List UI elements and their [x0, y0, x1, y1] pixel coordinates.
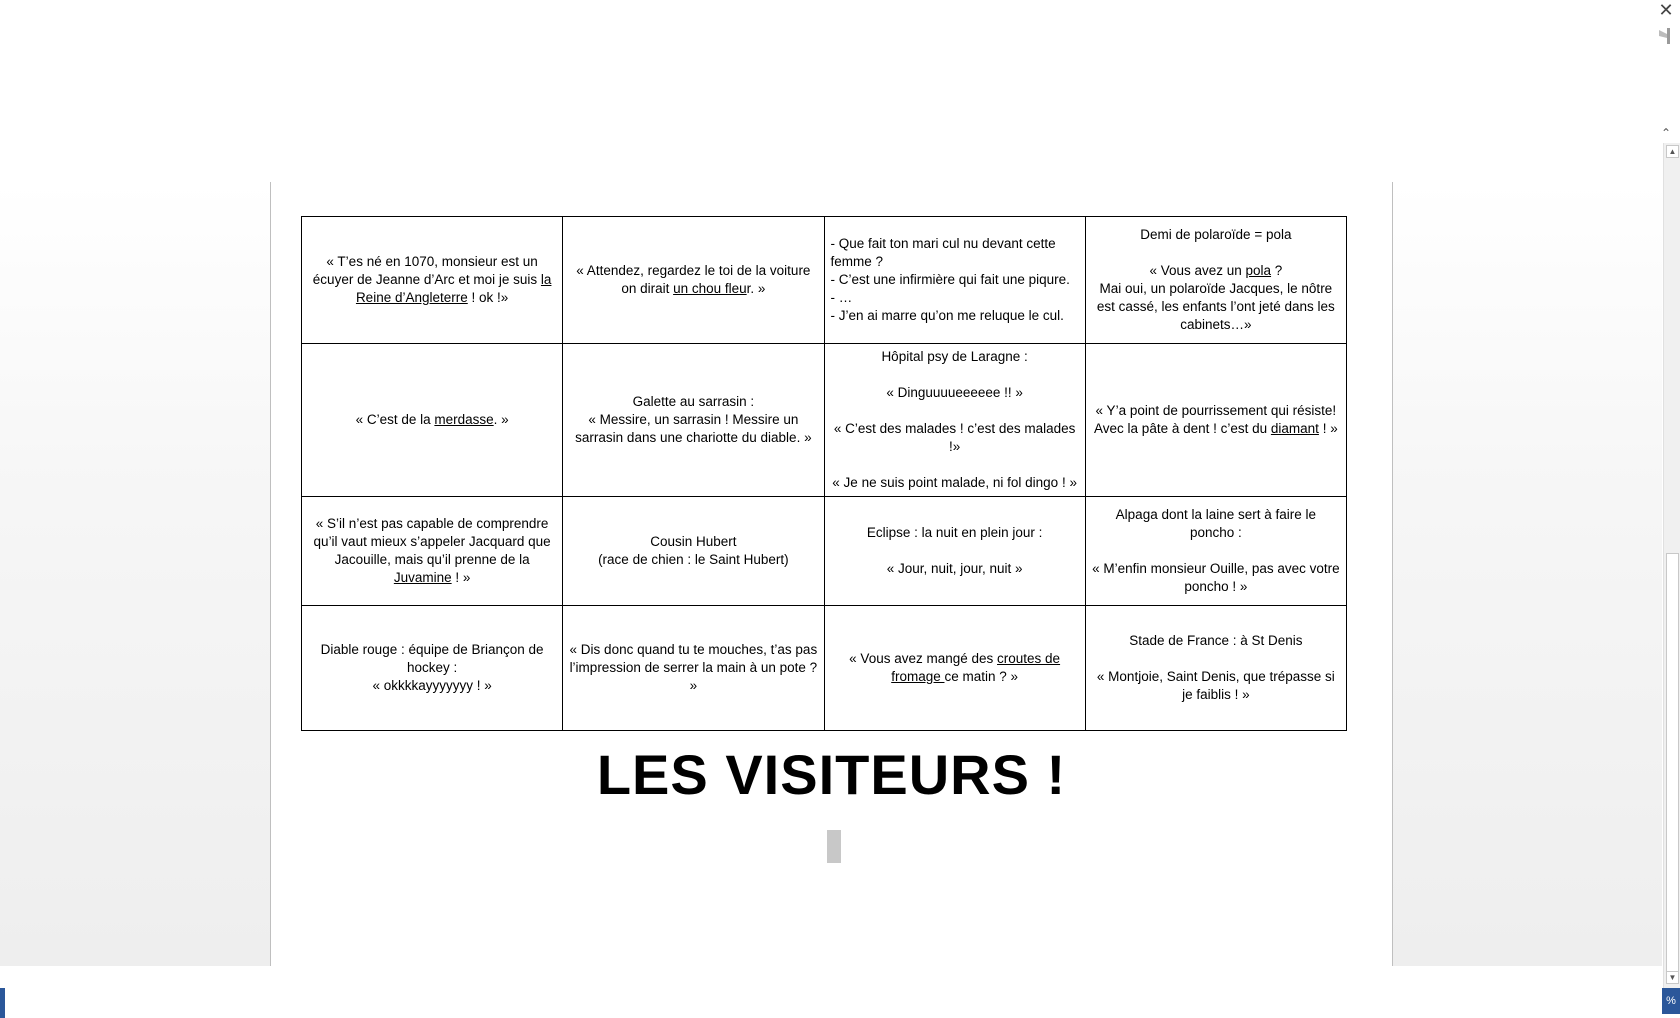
close-icon[interactable]: ✕ [1658, 0, 1674, 20]
table-cell[interactable] [563, 217, 824, 344]
cell-text: « Vous avez mangé des [849, 651, 998, 666]
cell-text: ! ok !» [467, 290, 509, 305]
underlined-text: un chou fleu [673, 281, 747, 296]
table-cell[interactable] [302, 217, 563, 344]
table-cell[interactable] [824, 497, 1085, 606]
page-title: LES VISITEURS ! [596, 743, 1067, 806]
cell-text: - Que fait ton mari cul nu devant cette femme ? - C’est une infirmière qui fait une piqure. - … - J’en ai marre qu’on me reluque le cul. [830, 236, 1070, 323]
underlined-text: merdasse [434, 412, 494, 427]
table-row [302, 344, 1347, 497]
table-cell[interactable] [302, 344, 563, 497]
table-cell[interactable] [563, 497, 824, 606]
table-cell[interactable] [1085, 344, 1346, 497]
cell-text: ? Mai oui, un polaroïde Jacques, le nôtre est cassé, les enfants l’ont jeté dans les cabinets…» [1096, 263, 1335, 332]
table-cell[interactable] [824, 217, 1085, 344]
underlined-text: diamant [1270, 421, 1319, 436]
cell-text: ce matin ? » [944, 669, 1019, 684]
document-page[interactable] [270, 182, 1393, 966]
underlined-text: la Reine d’Angleterre [355, 272, 552, 305]
underlined-text: croutes de fromage [891, 651, 1061, 684]
underlined-text: pola [1245, 263, 1272, 278]
cell-text: « Y’a point de pourrissement qui résiste! Avec la pâte à dent ! c’est du [1094, 403, 1337, 436]
scroll-thumb[interactable] [1666, 553, 1679, 973]
vertical-scrollbar[interactable] [1663, 143, 1680, 988]
cell-text: « C’est de la [355, 412, 435, 427]
table-cell[interactable] [302, 606, 563, 731]
table-cell[interactable] [824, 344, 1085, 497]
status-bar-area [0, 966, 1680, 1018]
status-bar-left-edge [0, 988, 5, 1018]
table-cell[interactable] [824, 606, 1085, 731]
pin-icon[interactable] [1658, 26, 1672, 46]
chevron-up-icon[interactable]: ⌃ [1660, 126, 1672, 140]
table-row [302, 217, 1347, 344]
table-row [302, 497, 1347, 606]
scroll-up-button[interactable]: ▲ [1666, 145, 1679, 158]
cell-text: Eclipse : la nuit en plein jour : « Jour, nuit, jour, nuit » [866, 525, 1043, 576]
text-cursor [827, 830, 841, 863]
cell-text: Demi de polaroïde = pola « Vous avez un [1140, 227, 1292, 278]
zoom-percent-button[interactable]: % [1662, 988, 1680, 1014]
cell-text: Stade de France : à St Denis « Montjoie, Saint Denis, que trépasse si je faiblis ! » [1096, 633, 1335, 702]
document-area [0, 182, 1662, 966]
table-cell[interactable] [1085, 606, 1346, 731]
cell-text: ! » [451, 570, 471, 585]
cell-text: « S’il n’est pas capable de comprendre qu’il vaut mieux s’appeler Jacquard que Jacouille, mais qu’il prenne de la [313, 516, 551, 567]
cell-text: Cousin Hubert (race de chien : le Saint Hubert) [598, 534, 789, 567]
cell-text: « T’es né en 1070, monsieur est un écuyer de Jeanne d’Arc et moi je suis [312, 254, 541, 287]
cell-text: Diable rouge : équipe de Briançon de hockey : « okkkkayyyyyyy ! » [320, 642, 544, 693]
underlined-text: Juvamine [393, 570, 452, 585]
cell-text: Hôpital psy de Laragne : « Dinguuuueeeeee !! » « C’est des malades ! c’est des malades !» « Je ne suis point malade, ni fol dingo ! » [832, 349, 1077, 490]
quotes-table [301, 216, 1347, 731]
cell-text: « Dis donc quand tu te mouches, t’as pas l’impression de serrer la main à un pote ? » [569, 642, 818, 693]
cell-text: « Attendez, regardez le toi de la voiture on dirait [576, 263, 811, 296]
cell-text: Galette au sarrasin : « Messire, un sarrasin ! Messire un sarrasin dans une chariotte du diable. » [575, 394, 812, 445]
cell-text: . » [493, 412, 509, 427]
cell-text: Alpaga dont la laine sert à faire le poncho : « M’enfin monsieur Ouille, pas avec votre poncho ! » [1092, 507, 1340, 594]
table-cell[interactable] [302, 497, 563, 606]
cell-text: ! » [1318, 421, 1338, 436]
table-cell[interactable] [563, 344, 824, 497]
table-cell[interactable] [563, 606, 824, 731]
table-row [302, 606, 1347, 731]
scroll-down-button[interactable]: ▼ [1666, 971, 1679, 984]
table-cell[interactable] [1085, 217, 1346, 344]
table-cell[interactable] [1085, 497, 1346, 606]
ribbon-area-collapsed [0, 0, 1680, 182]
cell-text: r. » [746, 281, 766, 296]
